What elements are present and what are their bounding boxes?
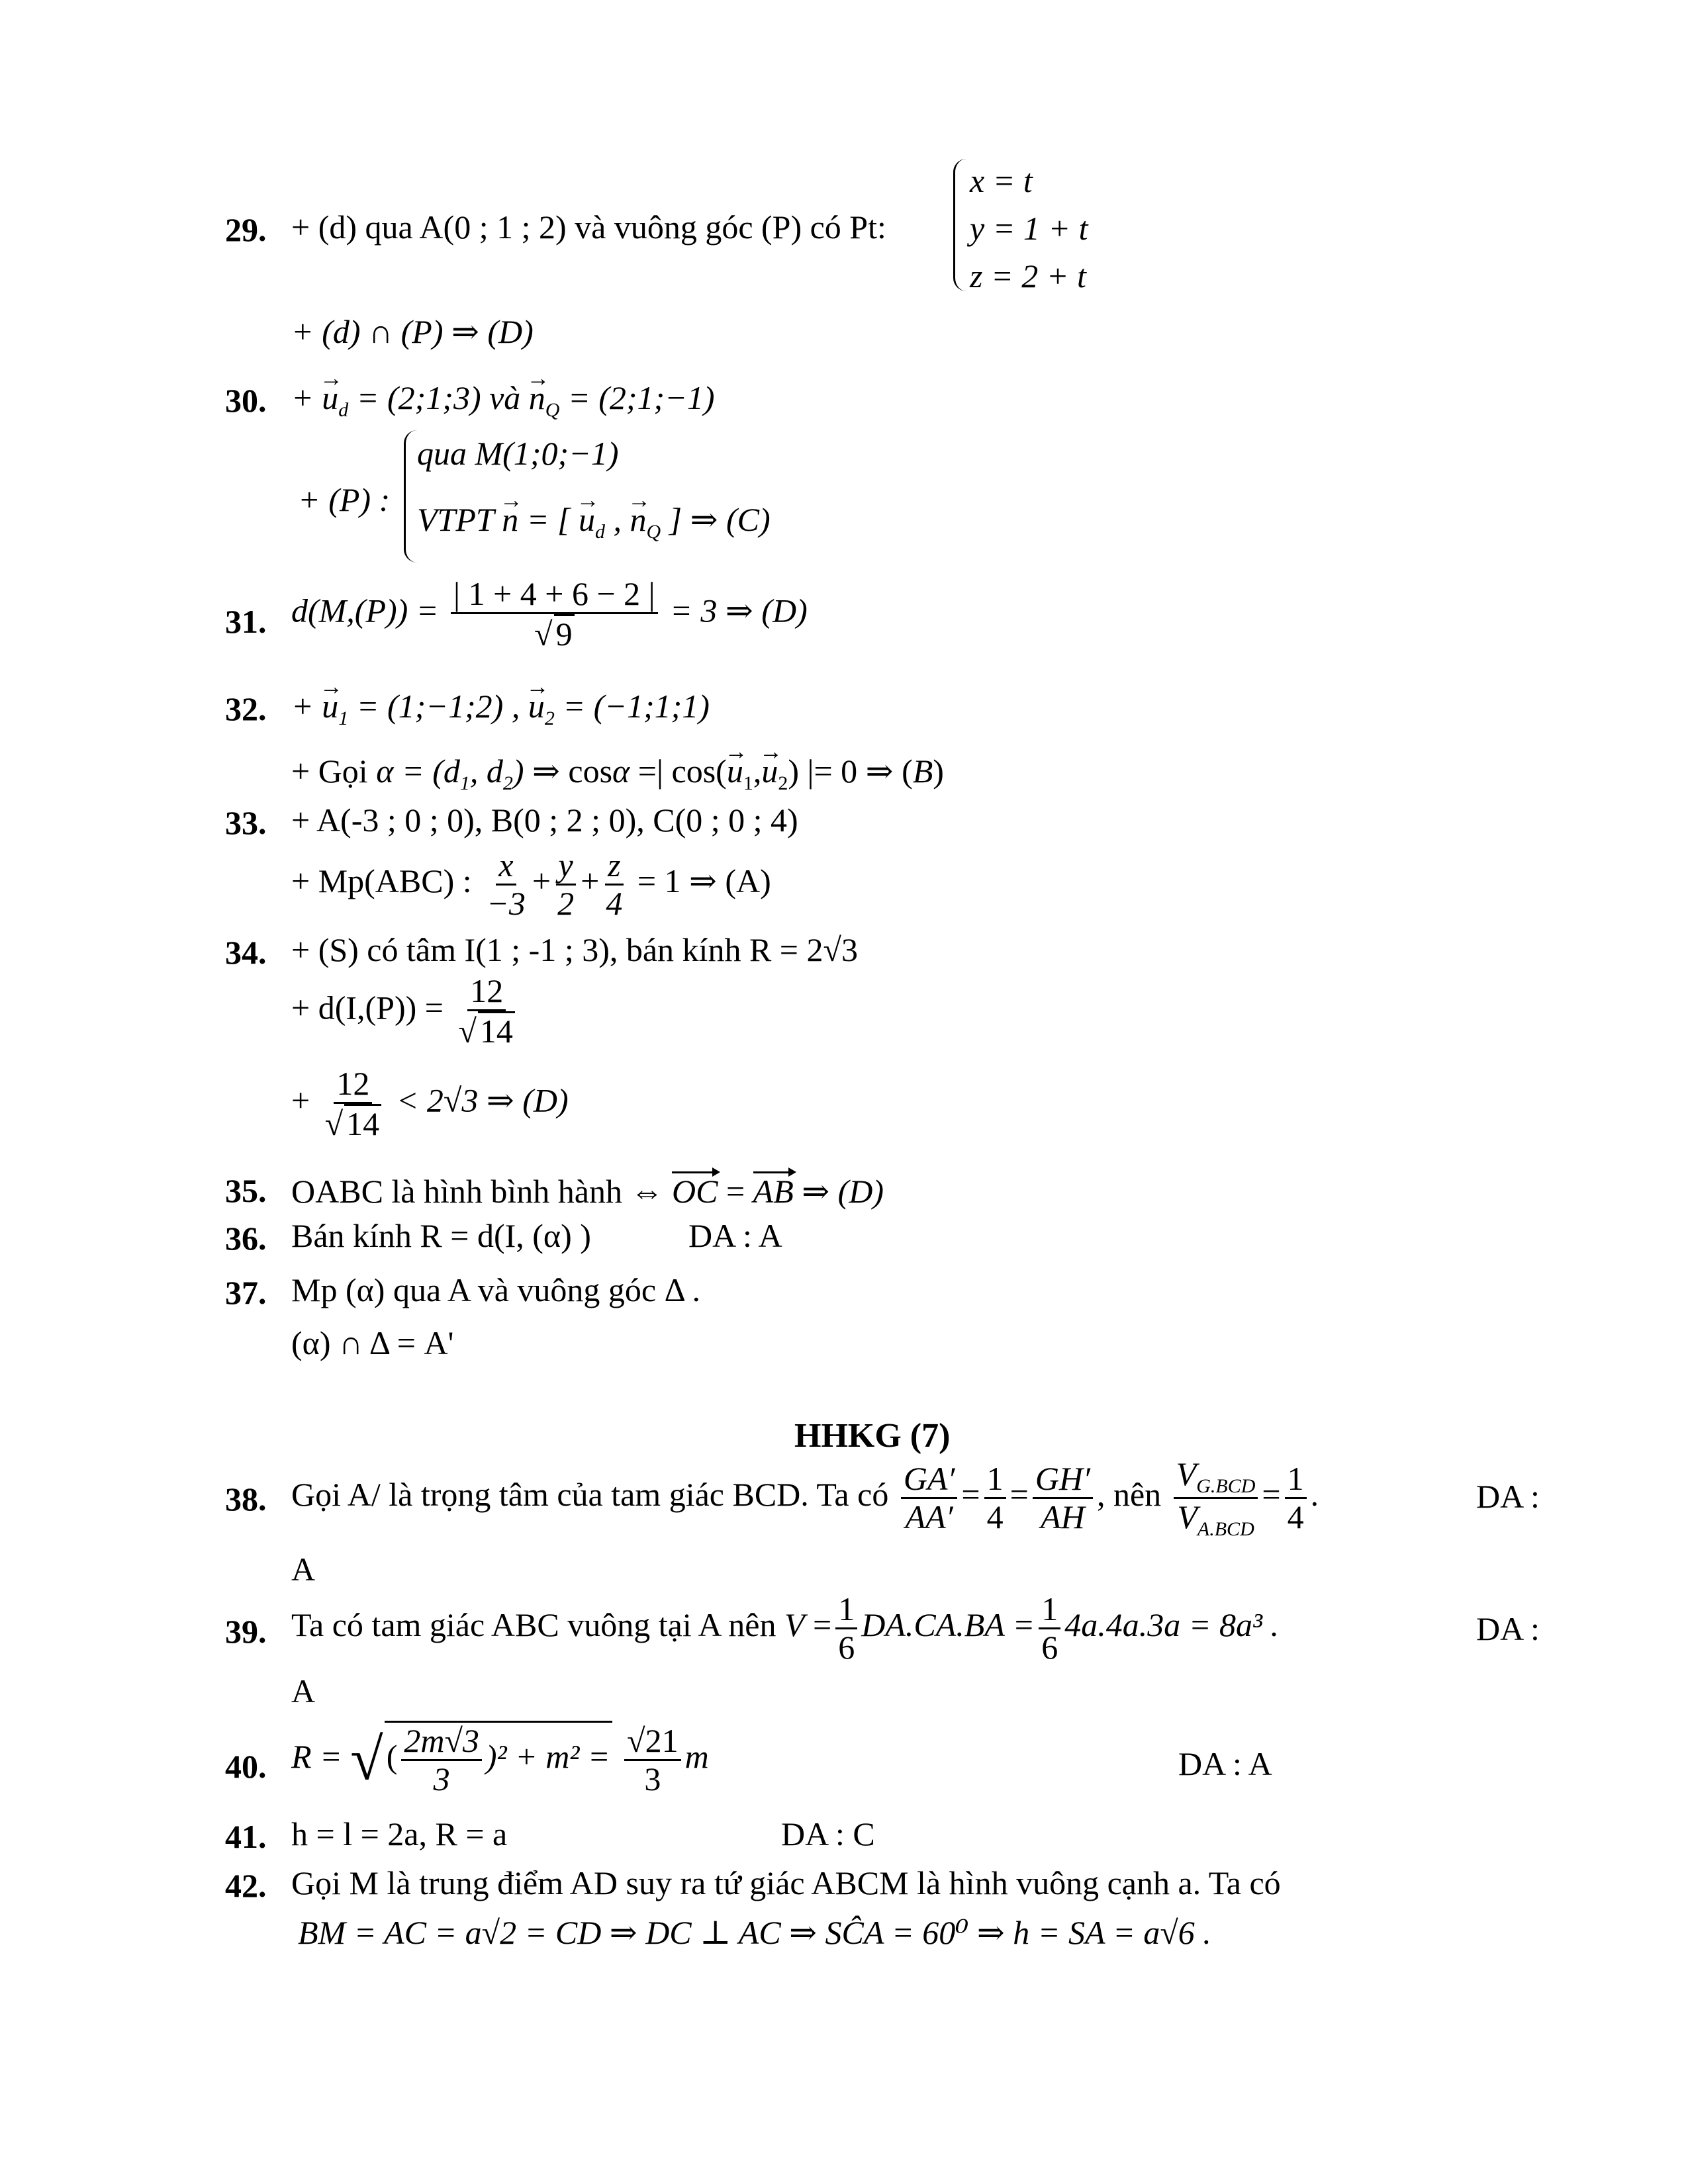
- item-number-32: 32.: [225, 690, 267, 727]
- item-34-line-1: + (S) có tâm I(1 ; -1 ; 3), bán kính R = 2√3: [291, 931, 858, 968]
- system-brace-29: [953, 159, 968, 291]
- item-40-formula: R = √ ( $\frac{2m√3}{3}$ )² + m² = $\frac{√21}{3}$ m: [291, 1722, 709, 1797]
- item-35-text: OABC là hình bình hành ⇔ OC = AB ⇒ (D): [291, 1173, 884, 1210]
- item-34-line-3: + $\frac{12}{√ 14}$ < 2√3 ⇒ (D): [291, 1065, 569, 1142]
- item-number-29: 29.: [225, 211, 267, 248]
- item-29-line-2: + (d) ∩ (P) ⇒ (D): [291, 313, 534, 350]
- item-41-answer: DA : C: [781, 1815, 875, 1852]
- item-42-text: Gọi M là trung điểm AD suy ra tứ giác ABCM là hình vuông cạnh a. Ta có: [291, 1864, 1281, 1901]
- system-30-line-1: qua M(1;0;−1): [417, 435, 619, 472]
- item-38-answer-2: A: [291, 1551, 316, 1588]
- system-30-line-2: VTPT → n = [ → $u_d$ , → $n_Q$ ] ⇒ (C): [417, 503, 771, 542]
- system-29-line-3: z = 2 + t: [970, 257, 1086, 295]
- system-29-line-2: y = 1 + t: [970, 210, 1088, 247]
- item-36-text: Bán kính R = d(I, (α) ): [291, 1217, 591, 1254]
- item-39-text: Ta có tam giác ABC vuông tại A nên V = $\frac{1}{6}$ DA.CA.BA = $\frac{1}{6}$ 4a.4a.3a = 8a³ .: [291, 1590, 1279, 1666]
- item-37-text: Mp (α) qua A và vuông góc Δ .: [291, 1271, 701, 1308]
- item-31-lhs: d(M,(P)) =: [291, 592, 439, 629]
- item-number-34: 34.: [225, 934, 267, 971]
- item-40-answer: DA : A: [1178, 1745, 1272, 1782]
- item-number-36: 36.: [225, 1220, 267, 1257]
- item-33-line-1: + A(-3 ; 0 ; 0), B(0 ; 2 ; 0), C(0 ; 0 ; 4): [291, 801, 798, 839]
- item-30-line-1: + → $u_d$ = (2;1;3) và → $n_Q$ = (2;1;−1): [291, 381, 715, 420]
- item-number-40: 40.: [225, 1748, 267, 1785]
- item-33-line-2: + Mp(ABC) : $\frac{x}{-3}$ + $\frac{y}{2}$ + $\frac{z}{4}$ = 1 ⇒ (A): [291, 846, 771, 922]
- item-number-35: 35.: [225, 1172, 267, 1209]
- item-41-text: h = l = 2a, R = a: [291, 1815, 508, 1852]
- item-42-line-2: BM = AC = a√2 = CD ⇒ DC ⊥ AC ⇒ SĈA = 60⁰ ⇒ h = SA = a√6 .: [298, 1914, 1211, 1951]
- item-number-37: 37.: [225, 1274, 267, 1311]
- section-heading: HHKG (7): [794, 1417, 951, 1455]
- item-number-31: 31.: [225, 603, 267, 640]
- item-number-30: 30.: [225, 382, 267, 419]
- item-number-42: 42.: [225, 1867, 267, 1904]
- item-number-41: 41.: [225, 1818, 267, 1855]
- item-31-formula: [291, 576, 808, 653]
- item-32-line-2: + Gọi $\alpha = (d_1$, $d_2$) ⇒ cosα =| $\cos(\to u_1,\to u_2)$ |= 0 ⇒ (B): [291, 754, 944, 794]
- item-30-p-label: + (P) :: [298, 481, 391, 518]
- item-29-text: + (d) qua A(0 ; 1 ; 2) và vuông góc (P) có Pt:: [291, 208, 886, 246]
- item-39-answer: DA :: [1476, 1610, 1540, 1647]
- item-39-answer-2: A: [291, 1672, 316, 1709]
- item-38-answer: DA :: [1476, 1478, 1540, 1515]
- item-32-line-1: + → $u_1$ = (1;−1;2) , → $u_2$ = (−1;1;1): [291, 690, 710, 729]
- item-number-38: 38.: [225, 1480, 267, 1518]
- item-36-answer: DA : A: [688, 1217, 782, 1254]
- system-29-line-1: x = t: [970, 162, 1033, 199]
- item-38-text: Gọi A/ là trọng tâm của tam giác BCD. Ta có $\frac{GA'}{AA'}$ = $\frac{1}{4}$ = $\frac{GH'}{AH}$ , nên $\frac{V_{G.BCD}}{V_{A.BCD}}$ = $\frac{1}{4}$ .: [291, 1455, 1319, 1540]
- item-31-fraction: $\frac{| 1 + 4 + 6 - 2 |}{√ 9}$: [451, 576, 658, 653]
- item-34-line-2: + d(I,(P)) = $\frac{12}{√ 14}$: [291, 973, 522, 1050]
- item-31-rhs: = 3 ⇒ (D): [670, 592, 808, 629]
- item-37-line-2: (α) ∩ Δ = A': [291, 1324, 454, 1361]
- item-number-33: 33.: [225, 804, 267, 841]
- item-number-39: 39.: [225, 1613, 267, 1650]
